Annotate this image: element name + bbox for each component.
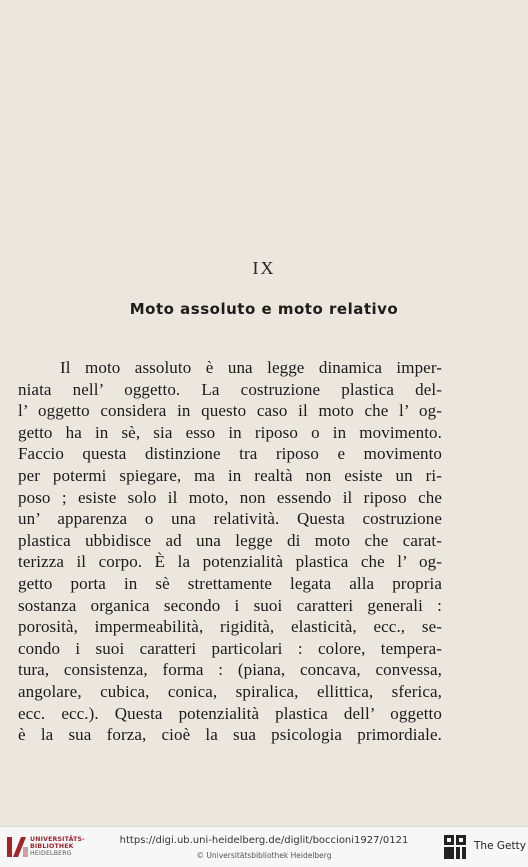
text-line: Faccio questa distinzione tra riposo e movimento [18, 444, 442, 464]
text-line: condo i suoi caratteri particolari : colore, tempera- [18, 638, 442, 658]
text-line: Il moto assoluto è una legge dinamica imper- [60, 358, 442, 377]
text-line: è la sua forza, cioè la sua psicologia primordiale. [18, 725, 442, 745]
viewer-footer [0, 826, 528, 867]
text-line: sostanza organica secondo i suoi caratteri generali : [18, 595, 442, 615]
text-line: angolare, cubica, conica, spiralica, ellittica, sferica, [18, 681, 442, 701]
library-name: UNIVERSITÄTS- BIBLIOTHEK HEIDELBERG [30, 836, 85, 857]
getty-logo-icon[interactable] [444, 835, 466, 859]
text-line: l’ oggetto considera in questo caso il moto che l’ og- [18, 401, 442, 421]
text-line: per potermi spiegare, ma in realtà non esiste un ri- [18, 465, 442, 485]
text-line: porosità, impermeabilità, rigidità, elasticità, ecc., se- [18, 617, 442, 637]
text-line: terizza il corpo. È la potenzialità plastica che l’ og- [18, 552, 442, 572]
copyright-notice: © Universitätsbibliothek Heidelberg [196, 851, 332, 860]
text-line: poso ; esiste solo il moto, non essendo il riposo che [18, 487, 442, 507]
text-line: plastica ubbidisce ad una legge di moto che carat- [18, 530, 442, 550]
text-line: getto porta in sè strettamente legata alla propria [18, 573, 442, 593]
text-line: ecc. ecc.). Questa potenzialità plastica dell’ oggetto [18, 703, 442, 723]
partner-name: The Getty [474, 840, 526, 852]
permalink-url[interactable]: https://digi.ub.uni-heidelberg.de/diglit/boccioni1927/0121 [119, 835, 409, 846]
body-paragraph [18, 357, 442, 746]
chapter-number: IX [252, 258, 276, 278]
text-line: getto ha in sè, sia esso in riposo o in movimento. [18, 422, 442, 442]
text-line: niata nell’ oggetto. La costruzione plastica del- [18, 379, 442, 399]
text-line: tura, consistenza, forma : (piana, concava, convessa, [18, 660, 442, 680]
chapter-title: Moto assoluto e moto relativo [129, 300, 399, 318]
text-line: un’ apparenza o una relatività. Questa costruzione [18, 509, 442, 529]
